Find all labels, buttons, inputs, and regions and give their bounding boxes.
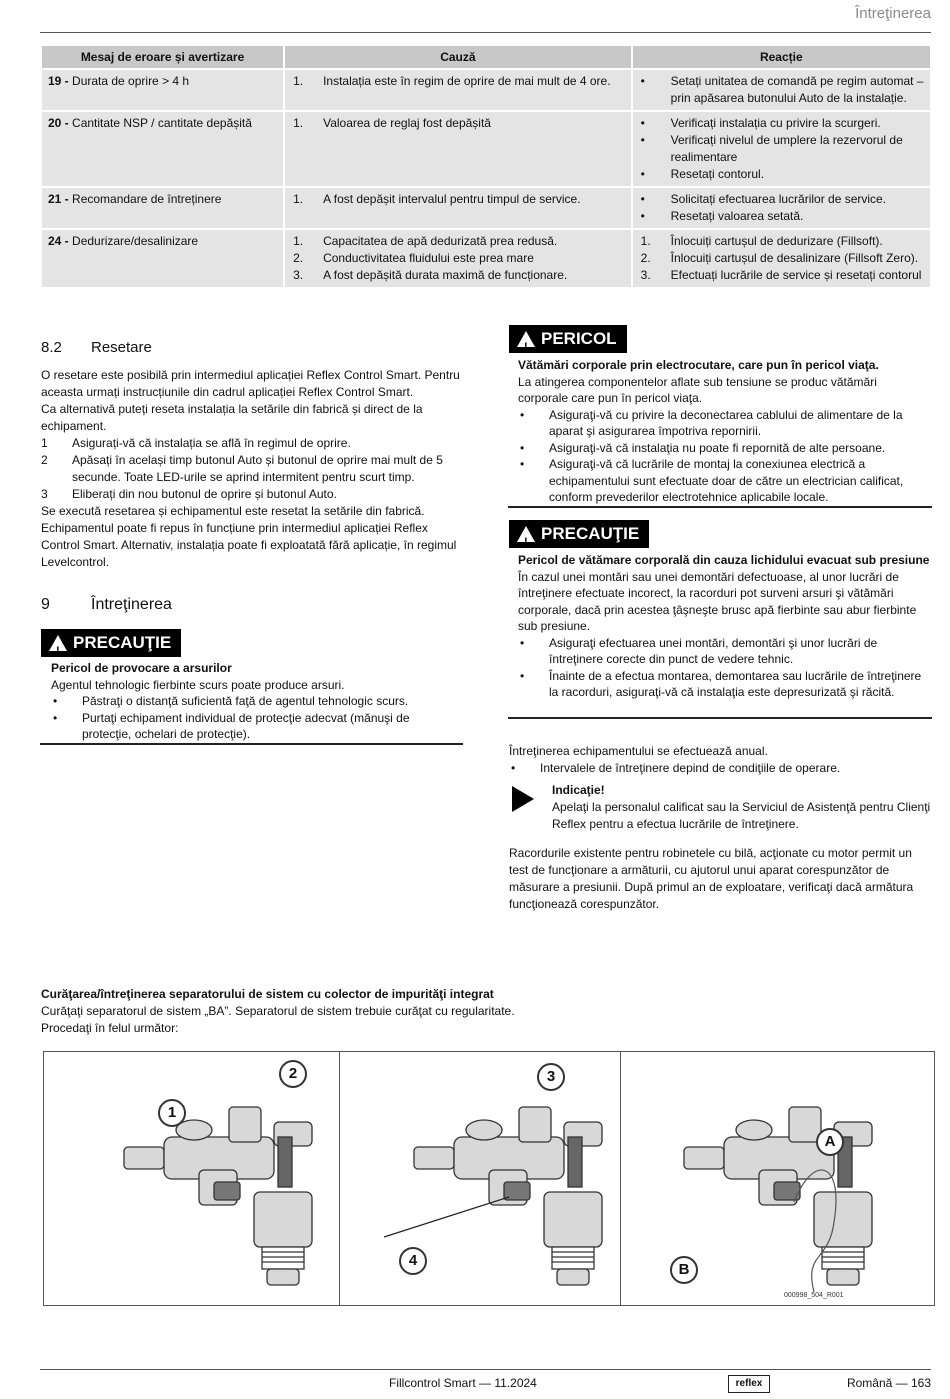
bullet-item: • Păstraţi o distanţă suficientă faţă de agentul tehnologic scurs. xyxy=(51,693,461,710)
bullet-item: • Asiguraţi-vă cu privire la deconectarea cablului de alimentare de la aparat şi asigurarea împotriva repornirii. xyxy=(518,407,930,440)
table-row xyxy=(42,188,930,228)
list-marker: 1. xyxy=(293,116,304,130)
caution-badge xyxy=(41,629,181,657)
note-block xyxy=(552,782,932,833)
note-arrow-icon xyxy=(512,786,534,812)
maintenance-text xyxy=(509,743,930,777)
cleaning-section xyxy=(41,986,921,1037)
cell-reaction xyxy=(633,230,930,287)
error-code: 21 - xyxy=(48,192,69,206)
list-marker: • xyxy=(640,209,645,223)
list-marker: 2. xyxy=(640,251,651,265)
section-number: 8.2 xyxy=(41,339,62,356)
callout-3: 3 xyxy=(537,1063,565,1091)
list-marker: 1. xyxy=(293,74,304,88)
callout-2: 2 xyxy=(279,1060,307,1088)
reaction-list xyxy=(639,233,924,284)
list-item xyxy=(291,233,625,250)
list-marker: 3. xyxy=(293,268,304,282)
running-header: Întreţinerea xyxy=(855,5,931,22)
header-divider xyxy=(40,32,931,33)
bullet-item: • Purtaţi echipament individual de protecţie adecvat (mănuşi de protecţie, ochelari de protecţie). xyxy=(51,710,461,743)
list-item xyxy=(291,115,625,132)
step-text: Asigurați-vă că instalația se află în regimul de oprire. xyxy=(72,436,351,450)
error-message: Cantitate NSP / cantitate depășită xyxy=(68,116,252,130)
error-code: 20 - xyxy=(48,116,69,130)
list-item xyxy=(639,166,924,183)
step-item xyxy=(41,435,466,452)
list-marker: • xyxy=(640,133,645,147)
caution-badge xyxy=(509,520,649,548)
list-text: A fost depășită durata maximă de funcționare. xyxy=(323,268,568,282)
error-code: 24 - xyxy=(48,234,69,248)
list-marker: 1. xyxy=(293,234,304,248)
reset-para-3: Se execută resetarea și echipamentul este resetat la setările din fabrică. xyxy=(41,504,425,518)
reset-text xyxy=(41,367,466,571)
list-text: Capacitatea de apă dedurizată prea redusă. xyxy=(323,234,558,248)
badge-label: PRECAUŢIE xyxy=(541,524,640,543)
warning-triangle-icon xyxy=(49,635,67,651)
list-marker: • xyxy=(640,167,645,181)
reaction-list xyxy=(639,73,924,107)
warning-divider xyxy=(40,743,463,745)
reset-steps xyxy=(41,435,466,503)
warning-title: Vătămări corporale prin electrocutare, care pun în pericol viaţa. xyxy=(518,358,879,372)
error-message: Durata de oprire > 4 h xyxy=(68,74,190,88)
note-title: Indicaţie! xyxy=(552,783,605,797)
footer-page: Română — 163 xyxy=(846,1376,931,1390)
warning-bullets xyxy=(51,693,461,743)
list-text: A fost depășit intervalul pentru timpul de service. xyxy=(323,192,581,206)
error-table xyxy=(40,44,932,289)
col-header-cause: Cauză xyxy=(285,46,631,68)
error-message: Dedurizare/desalinizare xyxy=(68,234,199,248)
list-item xyxy=(291,267,625,284)
list-marker: 2. xyxy=(293,251,304,265)
footer-divider xyxy=(40,1369,931,1370)
reaction-list xyxy=(639,115,924,183)
error-code: 19 - xyxy=(48,74,69,88)
cause-list xyxy=(291,191,625,208)
cleaning-line-1: Curăţaţi separatorul de sistem „BA”. Separatorul de sistem trebuie curăţat cu regularitate. xyxy=(41,1004,515,1018)
warning-text: Agentul tehnologic fierbinte scurs poate produce arsuri. xyxy=(51,677,345,692)
cell-cause xyxy=(285,70,631,110)
footer-doc: Fillcontrol Smart — 11.2024 xyxy=(389,1376,537,1390)
list-marker: • xyxy=(640,192,645,206)
section-title: Resetare xyxy=(91,339,152,356)
figure-code: 000998_504_R001 xyxy=(784,1292,844,1299)
cell-message xyxy=(42,112,283,186)
list-text: Verificați instalația cu privire la scurgeri. xyxy=(670,116,881,130)
table-row xyxy=(42,230,930,287)
list-text: Valoarea de reglaj fost depășită xyxy=(323,116,491,130)
section-number: 9 xyxy=(41,596,50,613)
cell-cause xyxy=(285,230,631,287)
cell-message xyxy=(42,230,283,287)
step-number: 1 xyxy=(41,436,48,450)
section-heading-maintenance xyxy=(41,596,172,614)
list-text: Resetați contorul. xyxy=(670,167,765,181)
reflex-logo: reflex xyxy=(728,1375,770,1393)
bullet-item: • Asiguraţi-vă că lucrările de montaj la conexiunea electrică a echipamentului sunt efectuate doar de către un electrician calificat, conform prevederilor electrotehnice aplicabile locale. xyxy=(518,456,930,506)
list-marker: • xyxy=(640,74,645,88)
list-marker: • xyxy=(640,116,645,130)
cell-reaction xyxy=(633,188,930,228)
list-item xyxy=(291,73,625,90)
table-row xyxy=(42,112,930,186)
list-marker: 1. xyxy=(640,234,651,248)
list-item xyxy=(291,250,625,267)
cleaning-line-2: Procedaţi în felul următor: xyxy=(41,1021,179,1035)
list-text: Conductivitatea fluidului este prea mare xyxy=(323,251,534,265)
list-item xyxy=(291,191,625,208)
list-text: Înlocuiți cartușul de desalinizare (Fillsoft Zero). xyxy=(670,251,919,265)
cell-cause xyxy=(285,188,631,228)
cell-cause xyxy=(285,112,631,186)
warning-text: În cazul unei montări sau unei demontări defectuoase, al unor lucrări de întreţinere efectuate incorect, la racorduri pot surveni arsuri şi vătămări corporale, dacă prin acestea ţâşneşte brusc apă fierbinte sau abur fierbinte sub presiune. xyxy=(518,569,917,633)
warning-bullets xyxy=(518,407,930,506)
list-text: Efectuați lucrările de service și resetați contorul xyxy=(670,268,922,282)
list-item xyxy=(639,73,924,107)
warning-divider xyxy=(508,717,932,719)
caution-pressure-block xyxy=(518,552,930,701)
warning-bullets xyxy=(518,635,930,701)
cause-list xyxy=(291,115,625,132)
cause-list xyxy=(291,73,625,90)
section-heading-reset xyxy=(41,339,152,356)
cell-reaction xyxy=(633,70,930,110)
reset-para-1: O resetare este posibilă prin intermediul aplicației Reflex Control Smart. Pentru aceasta urmați instrucțiunile din cadrul aplicației Reflex Control Smart. xyxy=(41,368,460,399)
list-text: Înlocuiți cartușul de dedurizare (Fillsoft). xyxy=(670,234,883,248)
callout-a: A xyxy=(816,1128,844,1156)
list-text: Resetați valoarea setată. xyxy=(670,209,804,223)
list-text: Instalația este în regim de oprire de mai mult de 4 ore. xyxy=(323,74,611,88)
warning-text: La atingerea componentelor aflate sub tensiune se produc vătămări corporale care pun în pericol viaţa. xyxy=(518,374,877,405)
cause-list xyxy=(291,233,625,284)
maintenance-para-1: Întreţinerea echipamentului se efectuează anual. xyxy=(509,744,768,758)
list-item xyxy=(639,132,924,166)
bullet-item: • Înainte de a efectua montarea, demontarea sau lucrările de întreţinere la racorduri, asiguraţi-vă că instalaţia este depresurizată şi răcită. xyxy=(518,668,930,701)
bullet-item: • Intervalele de întreţinere depind de condiţiile de operare. xyxy=(509,760,930,777)
col-header-reaction: Reacție xyxy=(633,46,930,68)
list-text: Setați unitatea de comandă pe regim automat – prin apăsarea butonului Auto de la instalație. xyxy=(670,74,924,105)
badge-label: PERICOL xyxy=(541,329,617,348)
cleaning-title: Curăţarea/întreţinerea separatorului de sistem cu colector de impurităţi integrat xyxy=(41,987,494,1001)
separator-figure xyxy=(43,1051,935,1306)
list-text: Verificați nivelul de umplere la rezervorul de realimentare xyxy=(670,133,903,164)
callout-b: B xyxy=(670,1256,698,1284)
list-item xyxy=(639,208,924,225)
col-header-message: Mesaj de eroare și avertizare xyxy=(42,46,283,68)
step-number: 2 xyxy=(41,453,48,467)
list-marker: 1. xyxy=(293,192,304,206)
badge-label: PRECAUŢIE xyxy=(73,633,172,652)
cell-reaction xyxy=(633,112,930,186)
reaction-list xyxy=(639,191,924,225)
danger-electrocution-block xyxy=(518,357,930,506)
warning-title: Pericol de provocare a arsurilor xyxy=(51,661,232,675)
caution-burns-block xyxy=(51,660,461,743)
valve-illustration xyxy=(44,1052,934,1305)
section-title: Întreţinerea xyxy=(91,596,172,613)
list-item xyxy=(639,250,924,267)
callout-4: 4 xyxy=(399,1247,427,1275)
cell-message xyxy=(42,70,283,110)
warning-divider xyxy=(508,506,932,508)
bullet-item: • Asiguraţi efectuarea unei montări, demontări şi unor lucrări de întreţinere corecte din punct de vedere tehnic. xyxy=(518,635,930,668)
maintenance-para-2: Racordurile existente pentru robinetele cu bilă, acţionate cu motor permit un test de funcţionare a armăturii, cu ajutorul unui aparat corespunzător de măsurare a presiunii. După primul an de exploatare, verificaţi dacă armătura funcţionează corespunzător. xyxy=(509,846,914,911)
table-row xyxy=(42,70,930,110)
step-number: 3 xyxy=(41,487,48,501)
step-text: Eliberați din nou butonul de oprire și butonul Auto. xyxy=(72,487,337,501)
step-item xyxy=(41,486,466,503)
warning-title: Pericol de vătămare corporală din cauza lichidului evacuat sub presiune xyxy=(518,553,930,567)
callout-1: 1 xyxy=(158,1099,186,1127)
maintenance-bullets xyxy=(509,760,930,777)
danger-badge xyxy=(509,325,627,353)
reset-para-2: Ca alternativă puteți reseta instalația la setările din fabrică și direct de la echipament. xyxy=(41,402,423,433)
warning-triangle-icon xyxy=(517,526,535,542)
list-marker: 3. xyxy=(640,268,651,282)
list-text: Solicitați efectuarea lucrărilor de service. xyxy=(670,192,887,206)
cell-message xyxy=(42,188,283,228)
step-text: Apăsați în același timp butonul Auto și butonul de oprire mai mult de 5 secunde. Toate LED-urile se aprind intermitent pentru scurt timp. xyxy=(72,453,443,484)
note-text: Apelaţi la personalul calificat sau la Serviciul de Asistenţă pentru Clienţi Reflex pentru a efectua lucrările de întreţinere. xyxy=(552,800,931,831)
warning-triangle-icon xyxy=(517,331,535,347)
reset-para-4: Echipamentul poate fi repus în funcțiune prin intermediul aplicației Reflex Control Smart. Alternativ, instalația poate fi exploatată fără aplicație, în regimul Levelcontrol. xyxy=(41,521,457,569)
list-item xyxy=(639,115,924,132)
bullet-item: • Asiguraţi-vă că instalaţia nu poate fi repornită de alte persoane. xyxy=(518,440,930,457)
list-item xyxy=(639,267,924,284)
step-item xyxy=(41,452,466,486)
list-item xyxy=(639,191,924,208)
error-message: Recomandare de întreținere xyxy=(68,192,222,206)
list-item xyxy=(639,233,924,250)
